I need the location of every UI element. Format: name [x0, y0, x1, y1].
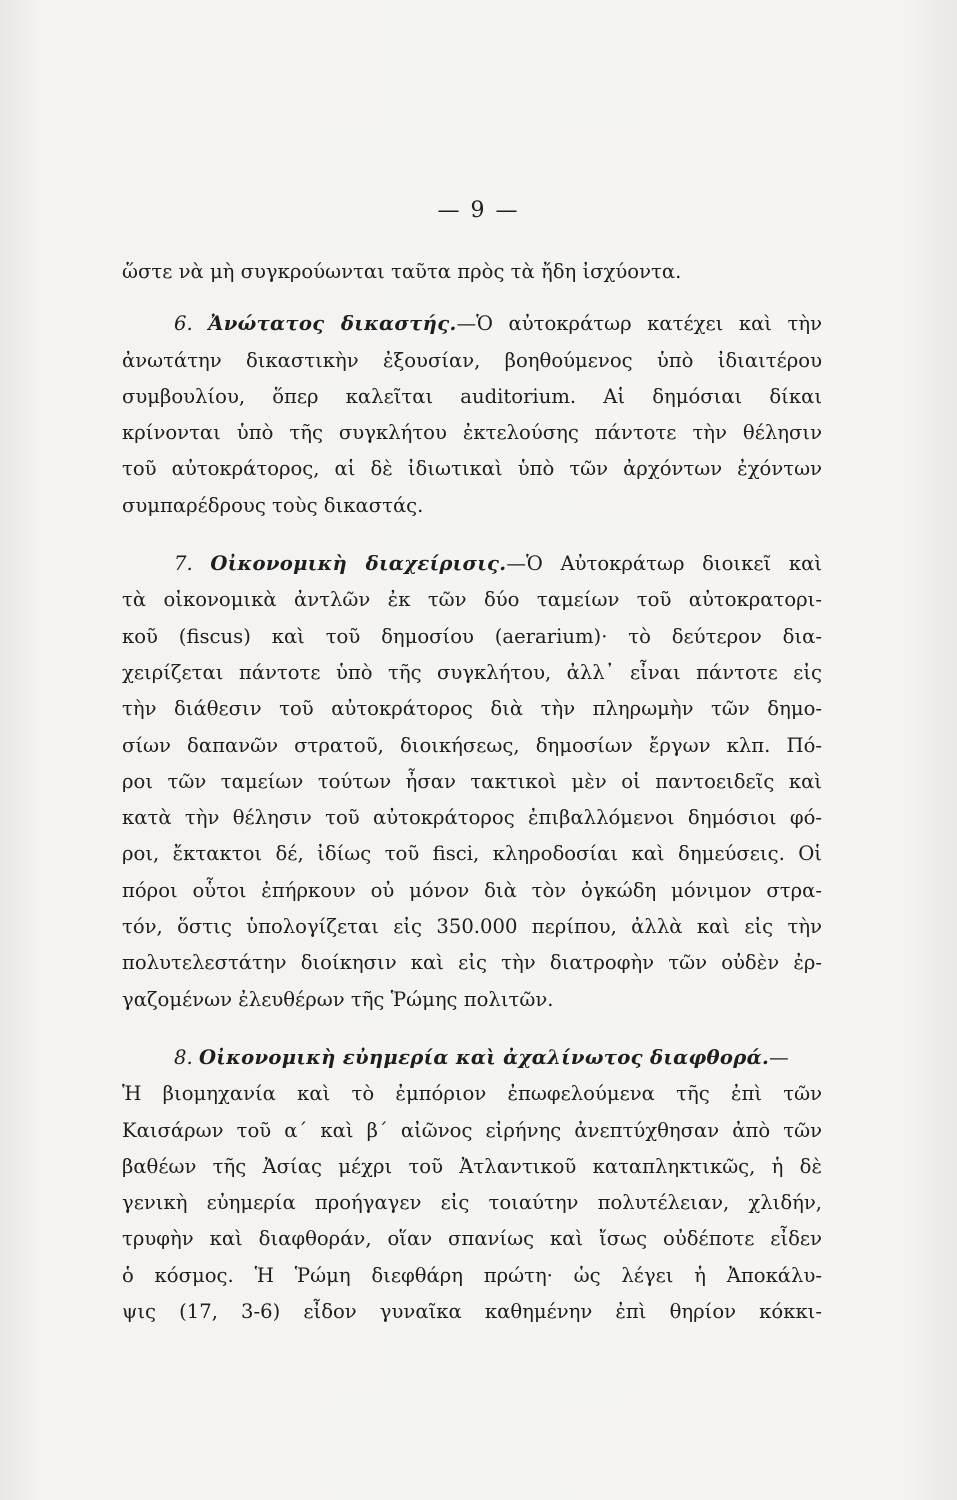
- text-line: Καισάρων τοῦ α΄ καὶ β΄ αἰῶνος εἰρήνης ἀνεπτύχθησαν ἀπὸ τῶν: [122, 1118, 822, 1142]
- text-line: συμβουλίου, ὅπερ καλεῖται auditorium. Αἱ δημόσιαι δίκαι: [122, 384, 822, 408]
- section-number: 8.: [174, 1045, 193, 1069]
- text-line: κατὰ τὴν θέλησιν τοῦ αὐτοκράτορος ἐπιβαλλόμενοι δημόσιοι φό-: [122, 806, 822, 830]
- section-heading-line: [122, 546, 822, 582]
- section-7: [122, 546, 822, 1018]
- section-title: Οἰκονομικὴ εὐημερία καὶ ἀχαλίνωτος διαφθορά.: [198, 1045, 770, 1069]
- text-line: κρίνονται ὑπὸ τῆς συγκλήτου ἐκτελούσης πάντοτε τὴν θέλησιν: [122, 421, 822, 445]
- page-number: — 9 —: [437, 198, 520, 223]
- text-line: χειρίζεται πάντοτε ὑπὸ τῆς συγκλήτου, ἀλλ᾽ εἶναι πάντοτε εἰς: [122, 660, 822, 684]
- text-line: ροι, ἔκτακτοι δέ, ἰδίως τοῦ fisci, κληροδοσίαι καὶ δημεύσεις. Οἱ: [122, 842, 822, 866]
- section-heading-line: [122, 1040, 822, 1076]
- text-line: τρυφὴν καὶ διαφθοράν, οἵαν σπανίως καὶ ἴσως οὐδέποτε εἶδεν: [122, 1227, 822, 1251]
- text-line: τὰ οἰκονομικὰ ἀντλῶν ἐκ τῶν δύο ταμείων τοῦ αὐτοκρατορι-: [122, 588, 822, 612]
- text-line: γενικὴ εὐημερία προήγαγεν εἰς τοιαύτην πολυτέλειαν, χλιδήν,: [122, 1191, 822, 1215]
- text-line: ὁ κόσμος. Ἡ Ῥώμη διεφθάρη πρώτη· ὡς λέγει ἡ Ἀποκάλυ-: [122, 1263, 822, 1287]
- body-text: [122, 254, 822, 1330]
- heading-continuation: —Ὁ αὐτοκράτωρ κατέχει καὶ τὴν: [456, 312, 822, 336]
- text-line: τόν, ὅστις ὑπολογίζεται εἰς 350.000 περίπου, ἀλλὰ καὶ εἰς τὴν: [122, 915, 822, 939]
- text-line: βαθέων τῆς Ἀσίας μέχρι τοῦ Ἀτλαντικοῦ καταπληκτικῶς, ἡ δὲ: [122, 1154, 822, 1178]
- text-line: σίων δαπανῶν στρατοῦ, διοικήσεως, δημοσίων ἔργων κλπ. Πό-: [122, 733, 822, 757]
- text-line: ὥστε νὰ μὴ συγκρούωνται ταῦτα πρὸς τὰ ἤδη ἰσχύοντα.: [122, 260, 682, 283]
- text-line: ἀνωτάτην δικαστικὴν ἐξουσίαν, βοηθούμενος ὑπὸ ἰδιαιτέρου: [122, 348, 822, 372]
- text-line: τοῦ αὐτοκράτορος, αἱ δὲ ἰδιωτικαὶ ὑπὸ τῶν ἀρχόντων ἐχόντων: [122, 457, 822, 481]
- section-heading-line: [122, 306, 822, 342]
- text-line: πολυτελεστάτην διοίκησιν καὶ εἰς τὴν διατροφὴν τῶν οὐδὲν ἐρ-: [122, 951, 822, 975]
- heading-continuation: —Ὁ Αὐτοκράτωρ διοικεῖ καὶ: [506, 552, 822, 576]
- paragraph-continuation: [122, 254, 822, 290]
- section-number: 7.: [174, 552, 193, 576]
- text-line: Ἡ βιομηχανία καὶ τὸ ἐμπόριον ἐπωφελούμενα τῆς ἐπὶ τῶν: [122, 1082, 822, 1106]
- section-6: [122, 306, 822, 524]
- heading-continuation: —: [769, 1045, 789, 1069]
- text-line: γαζομένων ἐλευθέρων τῆς Ῥώμης πολιτῶν.: [122, 987, 554, 1011]
- section-8: [122, 1040, 822, 1330]
- text-line: συμπαρέδρους τοὺς δικαστάς.: [122, 493, 424, 517]
- section-title: Οἰκονομικὴ διαχείρισις.: [210, 552, 507, 576]
- text-line: ροι τῶν ταμείων τούτων ἦσαν τακτικοὶ μὲν οἱ παντοειδεῖς καὶ: [122, 769, 822, 793]
- text-line: τὴν διάθεσιν τοῦ αὐτοκράτορος διὰ τὴν πληρωμὴν τῶν δημο-: [122, 697, 822, 721]
- text-line: ψις (17, 3-6) εἶδον γυναῖκα καθημένην ἐπὶ θηρίον κόκκι-: [122, 1300, 822, 1324]
- section-title: Ἀνώτατος δικαστής.: [208, 312, 457, 336]
- section-number: 6.: [174, 312, 193, 336]
- text-line: κοῦ (fiscus) καὶ τοῦ δημοσίου (aerarium)· τὸ δεύτερον δια-: [122, 624, 822, 648]
- text-line: πόροι οὗτοι ἐπήρκουν οὐ μόνον διὰ τὸν ὀγκώδη μόνιμον στρα-: [122, 878, 822, 902]
